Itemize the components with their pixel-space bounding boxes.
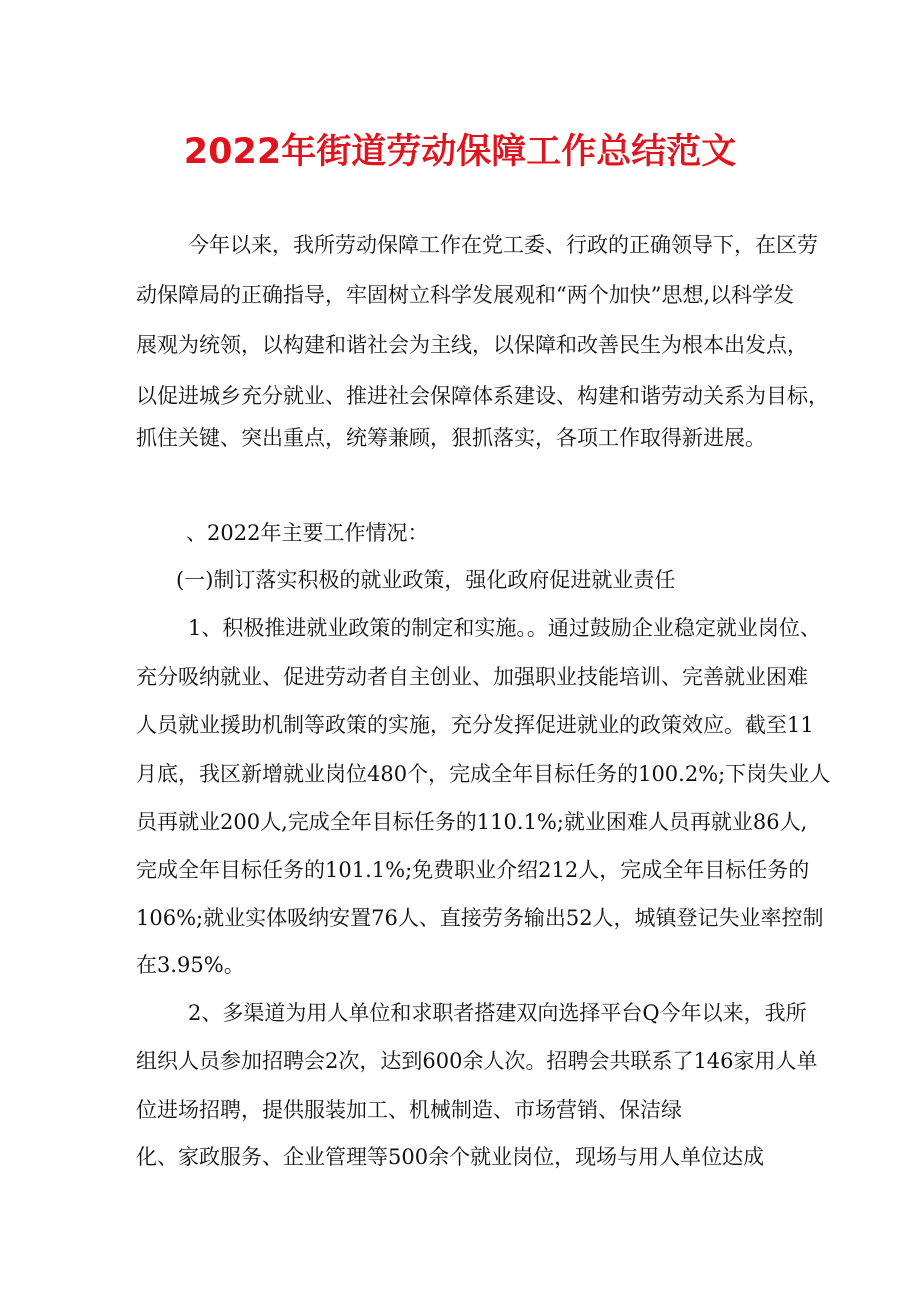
paragraph-line: 展观为统领，以构建和谐社会为主线，以保障和改善民生为根本出发点， [136,333,808,357]
paragraph-line: 化、家政服务、企业管理等500余个就业岗位，现场与用人单位达成 [136,1145,765,1169]
paragraph-line: 位进场招聘，提供服装加工、机械制造、市场营销、保洁绿 [136,1098,682,1122]
paragraph-line: 2、多渠道为用人单位和求职者搭建双向选择平台Q今年以来，我所 [188,1001,807,1025]
paragraph-line: 充分吸纳就业、促进劳动者自主创业、加强职业技能培训、完善就业困难 [136,665,808,689]
subsection-heading: (一)制订落实积极的就业政策，强化政府促进就业责任 [176,568,676,592]
section-heading: 、2022年主要工作情况： [186,521,429,545]
paragraph-line: 组织人员参加招聘会2次，达到600余人次。招聘会共联系了146家用人单 [136,1049,818,1073]
paragraph-line: 以促进城乡充分就业、推进社会保障体系建设、构建和谐劳动关系为目标， [136,384,829,408]
paragraph-line: 人员就业援助机制等政策的实施，充分发挥促进就业的政策效应。截至11 [136,713,814,737]
paragraph-line: 今年以来，我所劳动保障工作在党工委、行政的正确领导下，在区劳 [188,233,818,257]
paragraph-line: 完成全年目标任务的101.1%;免费职业介绍212人，完成全年目标任务的 [136,858,810,882]
paragraph-line: 106%;就业实体吸纳安置76人、直接劳务输出52人，城镇登记失业率控制 [136,906,824,930]
paragraph-line: 月底，我区新增就业岗位480个，完成全年目标任务的100.2%;下岗失业人 [136,762,831,786]
paragraph-line: 员再就业200人,完成全年目标任务的110.1%;就业困难人员再就业86人, [136,810,808,834]
paragraph-line: 在3.95%。 [136,953,245,977]
paragraph-line: 抓住关键、突出重点，统筹兼顾，狠抓落实，各项工作取得新进展。 [136,426,766,450]
document-title: 2022年街道劳动保障工作总结范文 [183,132,737,172]
paragraph-line: 1、积极推进就业政策的制定和实施。。通过鼓励企业稳定就业岗位、 [188,616,821,640]
paragraph-line: 动保障局的正确指导，牢固树立科学发展观和“两个加快”思想,以科学发 [136,283,795,307]
